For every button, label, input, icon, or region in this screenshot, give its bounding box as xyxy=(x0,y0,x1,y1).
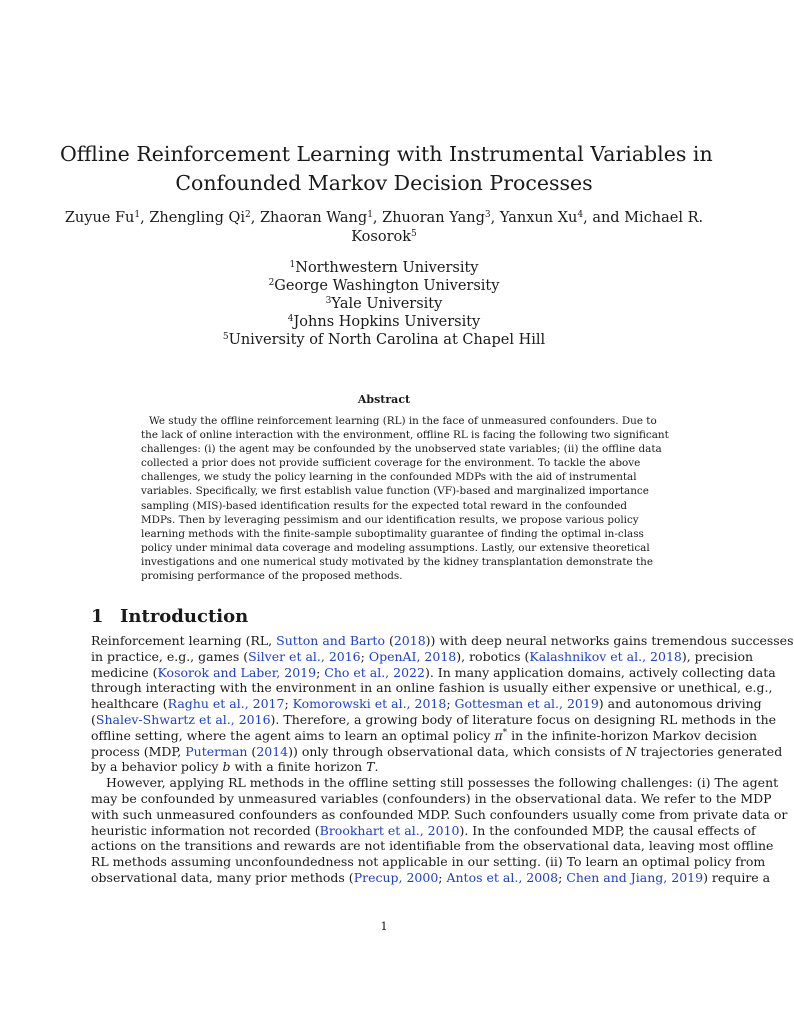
abstract-line: learning methods with the finite-sample suboptimality guarantee of finding the optimal in-class xyxy=(141,527,644,540)
abstract-line: variables. Specifically, we first establish value function (VF)-based and marginalized importance xyxy=(141,485,649,498)
affiliation xyxy=(60,277,708,295)
affiliation-name: University of North Carolina at Chapel Hill xyxy=(228,332,546,348)
body-line xyxy=(91,727,758,744)
body-line xyxy=(91,838,774,854)
body-text: )) with deep neural networks gains tremendous successes xyxy=(425,633,794,648)
title-line-2: Confounded Markov Decision Processes xyxy=(175,171,593,195)
math-symbol: T xyxy=(366,759,375,775)
math-superscript: * xyxy=(502,727,508,738)
math-symbol: π xyxy=(494,727,503,743)
author-affil-mark: 1 xyxy=(134,210,141,220)
author-line-1: Zuyue Fu$^1$, Zhengling Qi$^2$, Zhaoran Wang$^1$, Zhuoran Yang$^3$, Yanxun Xu$^4$, and Michael R. xyxy=(64,210,704,226)
body-text: process (MDP, xyxy=(91,743,186,759)
author-affil-mark: 5 xyxy=(411,229,417,239)
body-text: ). In the confounded MDP, the causal effects of xyxy=(459,822,756,838)
author-list xyxy=(60,209,708,247)
body-text: in practice, e.g., games ( xyxy=(91,648,249,664)
page-number: 1 xyxy=(380,919,388,933)
body-text: RL methods assuming unconfoundedness not applicable in our setting. (ii) To learn an optimal policy from xyxy=(91,854,766,870)
body-text: Reinforcement learning (RL, xyxy=(91,633,277,648)
body-text: with such unmeasured confounders as confounded MDP. Such confounders usually come from private data or xyxy=(91,806,788,822)
body-line xyxy=(91,696,762,712)
body-line xyxy=(91,648,754,665)
body-text: However, applying RL methods in the offline setting still possesses the following challenges: (i) The agent xyxy=(106,775,779,791)
author-name: Yanxun Xu xyxy=(499,210,578,226)
body-line xyxy=(91,711,777,728)
affiliation-mark: 3 xyxy=(325,296,332,306)
abstract-line: promising performance of the proposed methods. xyxy=(141,570,403,583)
section-number: 1 xyxy=(91,606,104,627)
abstract-line: We study the offline reinforcement learning (RL) in the face of unmeasured confounders. Due to xyxy=(149,415,657,427)
body-line xyxy=(91,633,794,649)
author-name: Zhuoran Yang xyxy=(382,210,485,226)
title-line-1: Offline Reinforcement Learning with Instrumental Variables in xyxy=(60,142,713,166)
citation-link[interactable]: 2018 xyxy=(393,633,426,648)
citation-link[interactable]: Kosorok and Laber, 2019 xyxy=(157,664,317,680)
author-affil-mark: 4 xyxy=(577,210,584,220)
author-affil-mark: 2 xyxy=(245,210,251,220)
author-affil-mark: 3 xyxy=(484,210,491,220)
affiliation-name: Yale University xyxy=(331,296,443,312)
body-text: ) and autonomous driving xyxy=(598,696,762,712)
affiliation-mark: 1 xyxy=(289,260,296,270)
paper-title xyxy=(60,140,713,198)
body-line xyxy=(91,680,773,696)
citation-link[interactable]: Silver et al., 2016 xyxy=(248,648,361,664)
body-text: ( xyxy=(384,633,394,648)
abstract-line: challenges: (i) the agent may be confounded by the unobserved state variables; (ii) the offline data xyxy=(141,443,662,456)
abstract-line: policy under minimal data coverage and modeling assumptions. Lastly, our extensive theoretical xyxy=(141,541,650,554)
body-text: ; xyxy=(360,648,369,664)
body-text: ( xyxy=(91,711,96,727)
citation-link[interactable]: Chen and Jiang, 2019 xyxy=(566,869,704,885)
affiliation-name: Johns Hopkins University xyxy=(293,314,481,330)
citation-link[interactable]: OpenAI, 2018 xyxy=(368,648,457,664)
body-text: by a behavior policy xyxy=(91,759,223,775)
body-text: observational data, many prior methods ( xyxy=(91,869,354,885)
author-line-2 xyxy=(60,228,708,247)
body-text: ; xyxy=(284,696,293,712)
body-text: ) require a xyxy=(703,869,771,885)
author-name-part: Michael R. xyxy=(624,210,704,226)
body-text: trajectories generated xyxy=(636,743,783,759)
introduction-body xyxy=(91,633,794,886)
author-name: Zhaoran Wang xyxy=(259,210,368,226)
citation-link[interactable]: Puterman xyxy=(185,743,248,759)
affiliation-name: Northwestern University xyxy=(295,260,479,276)
body-line xyxy=(91,822,756,839)
math-symbol: b xyxy=(222,759,231,775)
body-text: ), robotics ( xyxy=(456,648,530,664)
affiliation xyxy=(60,313,708,331)
body-text: ; xyxy=(316,664,325,680)
citation-link[interactable]: Precup, 2000 xyxy=(353,869,439,885)
abstract-line: sampling (MIS)-based identification results for the expected total reward in the confounded xyxy=(141,499,627,512)
affiliation xyxy=(60,331,708,349)
abstract-line: challenges, we study the policy learning in the confounded MDPs with the aid of instrumental xyxy=(141,471,637,484)
body-text: actions on the transitions and rewards are not identifiable from the observational data, leaving most offline xyxy=(91,838,774,854)
body-text: ( xyxy=(247,743,257,759)
citation-link[interactable]: Komorowski et al., 2018 xyxy=(292,696,447,712)
body-line xyxy=(91,790,772,807)
citation-link[interactable]: Shalev-Shwartz et al., 2016 xyxy=(95,711,271,727)
body-text: in the infinite-horizon Markov decision xyxy=(507,727,758,743)
abstract-body xyxy=(141,414,669,583)
body-line xyxy=(91,743,783,760)
citation-link[interactable]: Raghu et al., 2017 xyxy=(167,696,285,712)
body-text: may be confounded by unmeasured variables (confounders) in the observational data. We refer to the MDP xyxy=(91,790,772,806)
abstract-line: investigations and one numerical study motivated by the kidney transplantation demonstrate the xyxy=(141,555,654,568)
body-text: )) only through observational data, which consists of xyxy=(288,743,626,759)
abstract-line: the lack of online interaction with the environment, offline RL is facing the following two significant xyxy=(141,429,669,442)
section-title: Introduction xyxy=(120,606,249,627)
body-text: ), precision xyxy=(681,648,754,664)
body-text: ; xyxy=(438,869,447,885)
author-name: Zhengling Qi xyxy=(149,210,245,226)
abstract-line: collected a prior does not provide sufficient coverage for the environment. To tackle the above xyxy=(141,457,641,470)
citation-link[interactable]: Kalashnikov et al., 2018 xyxy=(529,648,682,664)
author-affil-mark: 1 xyxy=(367,210,373,220)
body-line xyxy=(91,869,771,886)
author-name: Zuyue Fu xyxy=(64,210,135,226)
math-symbol: N xyxy=(625,743,637,759)
body-text: heuristic information not recorded ( xyxy=(91,822,320,838)
citation-link[interactable]: Sutton and Barto xyxy=(276,633,385,648)
abstract-line: MDPs. Then by leveraging pessimism and our identification results, we propose various policy xyxy=(141,513,639,526)
body-line xyxy=(91,854,766,870)
author-name-part: Kosorok xyxy=(351,229,412,245)
abstract-heading: Abstract xyxy=(357,393,411,406)
citation-link[interactable]: Brookhart et al., 2010 xyxy=(319,822,460,838)
body-line xyxy=(91,806,788,823)
author-conjunction: and xyxy=(592,210,620,226)
body-text: medicine ( xyxy=(91,664,158,680)
affiliation-list xyxy=(60,259,708,349)
citation-link[interactable]: Gottesman et al., 2019 xyxy=(454,696,599,712)
affiliation-mark: 2 xyxy=(268,278,275,288)
affiliation xyxy=(60,295,708,313)
body-line xyxy=(91,664,776,681)
affiliation-mark: 5 xyxy=(222,332,229,342)
citation-link[interactable]: Antos et al., 2008 xyxy=(446,869,559,885)
body-text: ). Therefore, a growing body of literature focus on designing RL methods in the xyxy=(270,711,777,727)
body-text: ; xyxy=(558,869,567,885)
citation-link[interactable]: 2014 xyxy=(256,743,289,759)
body-text: . xyxy=(374,759,379,775)
body-line xyxy=(91,759,681,775)
body-line xyxy=(91,775,779,791)
section-heading xyxy=(91,606,248,627)
body-text: offline setting, where the agent aims to learn an optimal policy xyxy=(91,727,495,743)
citation-link[interactable]: Cho et al., 2022 xyxy=(324,664,425,680)
body-text: healthcare ( xyxy=(91,696,168,712)
body-text: ; xyxy=(446,696,455,712)
body-text: ). In many application domains, actively collecting data xyxy=(424,664,776,680)
affiliation-mark: 4 xyxy=(287,314,294,324)
affiliation xyxy=(60,259,708,277)
affiliation-name: George Washington University xyxy=(274,278,500,294)
body-text: with a finite horizon xyxy=(230,759,367,775)
body-text: through interacting with the environment in an online fashion is usually either expensive or unethical, e.g., xyxy=(91,680,773,696)
